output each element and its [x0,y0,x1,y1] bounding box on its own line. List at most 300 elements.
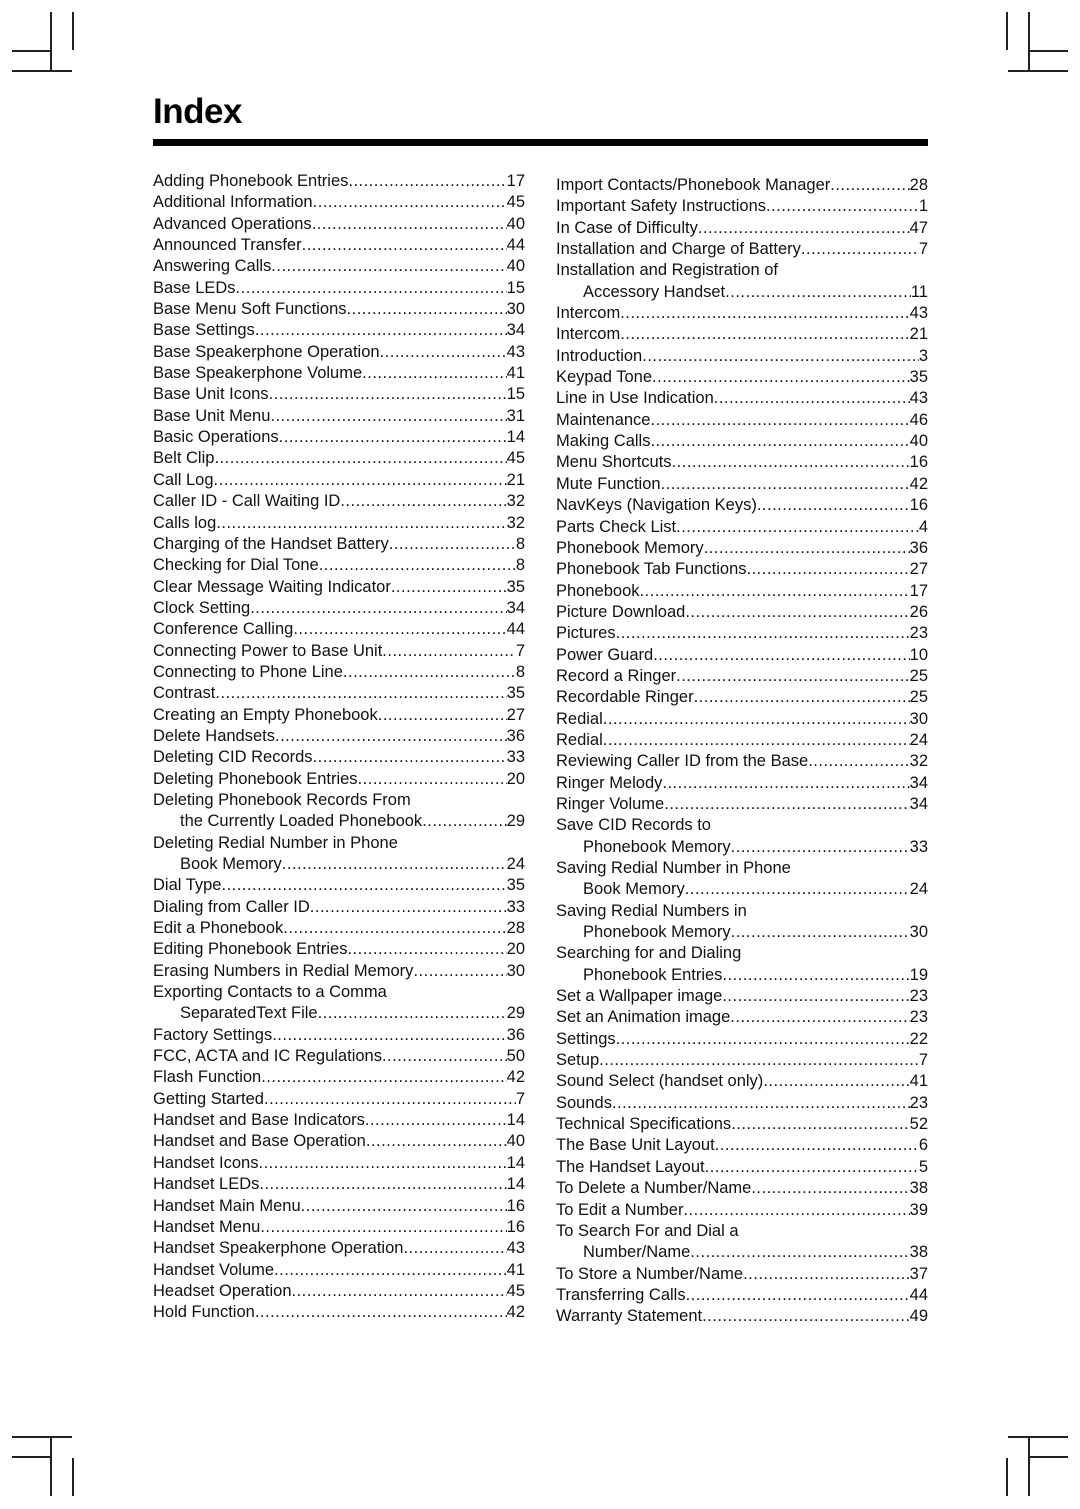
index-entry-page: 14 [506,1153,525,1172]
index-entry-label: Base Speakerphone Volume [153,364,363,383]
index-entry [556,1178,928,1199]
index-entry-page: 24 [909,880,928,899]
index-entry-label: Base Unit Icons [153,385,269,404]
index-entry [153,384,525,405]
leader-dots [686,1285,910,1306]
leader-dots [319,555,516,576]
index-entry [153,897,525,918]
index-entry-label: Charging of the Handset Battery [153,534,389,553]
index-entry [556,943,928,964]
index-entry-label: the Currently Loaded Phonebook [180,812,423,831]
title-rule [153,139,928,146]
leader-dots [653,645,909,666]
leader-dots [269,384,507,405]
leader-dots [640,581,910,602]
index-entry-page: 7 [515,641,525,660]
index-entry [556,196,928,217]
index-entry-label: Record a Ringer [556,666,677,685]
index-entry-page: 23 [909,1008,928,1027]
index-entry-label: Saving Redial Number in Phone [556,859,791,877]
index-entry-page: 20 [506,940,525,959]
index-entry-page: 30 [909,923,928,942]
index-entry-label: Keypad Tone [556,368,653,387]
index-entry-page: 29 [506,812,525,831]
index-entry-label: Phonebook Memory [583,923,731,942]
leader-dots [730,1007,909,1028]
leader-dots [258,1153,506,1174]
index-entry-page: 31 [506,406,525,425]
index-entry [556,965,928,986]
leader-dots [664,794,909,815]
leader-dots [310,897,507,918]
index-entry [556,260,928,281]
index-entry-page: 44 [909,1285,928,1304]
index-entry [556,581,928,602]
index-entry [153,491,525,512]
index-entry-label: Settings [556,1029,616,1048]
index-entry [153,577,525,598]
index-entry [556,1093,928,1114]
index-entry-page: 8 [515,556,525,575]
leader-dots [366,1131,507,1152]
index-entry-page: 16 [909,496,928,515]
leader-dots [731,1114,909,1135]
index-entry [556,559,928,580]
leader-dots [616,1029,910,1050]
index-entry-page: 7 [918,1051,928,1070]
index-entry-label: Redial [556,709,603,728]
index-entry-label: Technical Specifications [556,1115,732,1134]
index-entry [153,342,525,363]
index-entry-page: 46 [909,410,928,429]
index-entry-label: Phonebook [556,581,640,600]
index-entry-page: 20 [506,769,525,788]
index-entry-label: Installation and Registration of [556,261,778,280]
index-entry-page: 7 [918,240,928,259]
index-entry-label: Contrast [153,684,216,703]
index-entry-page: 43 [506,1239,525,1258]
index-entry-page: 43 [909,304,928,323]
index-entry-page: 38 [909,1179,928,1198]
leader-dots [255,320,507,341]
index-entry-label: Handset Main Menu [153,1196,301,1215]
index-entry [153,769,525,790]
index-entry-label: Save CID Records to [556,816,711,835]
index-entry [556,495,928,516]
index-entry-label: Handset Speakerphone Operation [153,1239,404,1258]
index-entry [556,474,928,495]
leader-dots [302,235,507,256]
index-entry [556,666,928,687]
leader-dots [378,705,507,726]
index-entry-label: Number/Name [583,1243,691,1262]
leader-dots [264,1089,516,1110]
index-entry-page: 26 [909,602,928,621]
index-entry-page: 24 [506,855,525,873]
leader-dots [722,986,909,1007]
index-entry-page: 41 [909,1072,928,1091]
leader-dots [705,1157,919,1178]
leader-dots [215,683,506,704]
index-entry [153,470,525,491]
index-entry-label: Handset Menu [153,1217,261,1236]
index-entry-label: Caller ID - Call Waiting ID [153,492,341,511]
leader-dots [259,1174,506,1195]
index-entry-label: Connecting to Phone Line [153,662,343,681]
leader-dots [725,282,911,303]
leader-dots [391,577,507,598]
index-entry-page: 35 [506,684,525,703]
index-entry-page: 34 [506,321,525,340]
index-entry-label: Menu Shortcuts [556,453,672,472]
leader-dots [380,342,507,363]
index-entry-page: 50 [506,1047,525,1066]
index-entry-label: Basic Operations [153,428,279,447]
leader-dots [255,1302,507,1323]
index-entry-label: Setup [556,1051,600,1070]
index-entry [556,858,928,879]
index-entry-page: 36 [506,726,525,745]
index-entry-page: 32 [506,513,525,532]
index-entry-page: 23 [909,987,928,1006]
index-entry-page: 24 [909,730,928,749]
index-entry [153,406,525,427]
index-entry [153,939,525,960]
leader-dots [292,1281,507,1302]
index-entry [153,726,525,747]
index-entry-page: 30 [909,709,928,728]
index-entry [153,278,525,299]
index-entry-label: Creating an Empty Phonebook [153,705,378,724]
index-entry-page: 47 [909,218,928,237]
index-entry-page: 43 [909,389,928,408]
leader-dots [662,773,909,794]
leader-dots [690,1242,909,1263]
leader-dots [214,448,506,469]
index-entry-label: Advanced Operations [153,214,312,233]
leader-dots [343,662,516,683]
leader-dots [652,367,910,388]
leader-dots [830,175,909,196]
index-entry [153,1025,525,1046]
index-entry-page: 37 [909,1264,928,1283]
index-entry [556,1306,928,1327]
index-entry [556,303,928,324]
index-entry-label: Answering Calls [153,257,272,276]
leader-dots [313,747,507,768]
index-entry-page: 36 [909,538,928,557]
leader-dots [279,427,507,448]
index-entry [153,1089,525,1110]
index-entry-label: Parts Check List [556,517,677,536]
index-entry [556,367,928,388]
index-entry-page: 1 [918,197,928,216]
leader-dots [698,218,910,239]
index-entry-label: Erasing Numbers in Redial Memory [153,961,414,980]
index-entry-page: 40 [506,214,525,233]
index-entry-label: To Store a Number/Name [556,1264,744,1283]
index-entry-page: 3 [918,346,928,365]
leader-dots [757,495,910,516]
index-entry-page: 35 [506,876,525,895]
index-entry [153,1196,525,1217]
leader-dots [722,965,909,986]
index-entry [556,431,928,452]
index-entry [556,1200,928,1221]
leader-dots [676,517,919,538]
leader-dots [620,324,909,345]
index-entry [556,687,928,708]
index-entry-page: 17 [506,172,525,190]
index-entry-label: The Handset Layout [556,1157,705,1176]
index-entry-label: Phonebook Memory [556,538,704,557]
index-entry [153,1046,525,1067]
index-entry-page: 35 [506,577,525,596]
index-entry-page: 14 [506,428,525,447]
index-entry [153,875,525,896]
index-entry [556,1114,928,1135]
index-entry-page: 23 [909,624,928,643]
leader-dots [250,598,506,619]
index-entry-page: 41 [506,364,525,383]
index-entry-label: Mute Function [556,474,661,493]
index-entry-label: Base LEDs [153,278,236,297]
index-entry-page: 16 [506,1196,525,1215]
index-entry-label: In Case of Difficulty [556,218,698,237]
leader-dots [714,388,910,409]
index-entry-label: Handset Volume [153,1260,275,1279]
index-entry [153,1302,525,1323]
index-entry [556,730,928,751]
index-entry [556,986,928,1007]
leader-dots [616,623,910,644]
index-entry-page: 30 [506,961,525,980]
index-entry-page: 14 [506,1175,525,1194]
index-entry-label: Dialing from Caller ID [153,897,310,916]
index-entry [153,790,525,811]
index-entry-label: Base Unit Menu [153,406,271,425]
index-entry [153,534,525,555]
index-entry-label: Handset Icons [153,1153,259,1172]
index-entry [556,452,928,473]
index-entry [153,1110,525,1131]
index-entry [556,538,928,559]
index-entry-label: To Edit a Number [556,1200,684,1219]
index-entry-page: 17 [909,581,928,600]
index-entry [556,645,928,666]
index-entry-label: Sound Select (handset only) [556,1072,764,1091]
index-entry [556,623,928,644]
index-entry-page: 32 [909,752,928,771]
index-entry-page: 52 [909,1115,928,1134]
leader-dots [763,1071,909,1092]
leader-dots [271,256,506,277]
index-entry-label: Installation and Charge of Battery [556,240,801,259]
index-entry-label: Handset LEDs [153,1175,260,1194]
index-entry-label: Set an Animation image [556,1008,731,1027]
index-entry [153,1003,525,1024]
index-entry [153,192,525,213]
index-entry-page: 34 [909,794,928,813]
index-entry-page: 42 [909,474,928,493]
index-entry-label: SeparatedText File [180,1004,318,1023]
leader-dots [274,1260,507,1281]
index-entry-label: Handset and Base Indicators [153,1111,365,1130]
leader-dots [382,641,516,662]
leader-dots [715,1135,919,1156]
index-entry-page: 23 [909,1093,928,1112]
index-entry-label: Announced Transfer [153,236,302,255]
index-entry-label: Conference Calling [153,620,294,639]
page-title: Index [153,92,242,131]
index-entry [153,1238,525,1259]
index-entry-page: 21 [506,470,525,489]
leader-dots [801,239,919,260]
index-entry [556,602,928,623]
leader-dots [221,875,506,896]
index-entry-label: Base Menu Soft Functions [153,300,347,319]
index-entry [556,709,928,730]
leader-dots [301,1196,507,1217]
leader-dots [347,939,506,960]
index-entry-label: Power Guard [556,645,654,664]
index-entry [556,1264,928,1285]
leader-dots [270,406,506,427]
index-entry [153,982,525,1003]
index-entry-label: Pictures [556,624,616,643]
index-entry-page: 32 [506,492,525,511]
index-entry-label: Warranty Statement [556,1307,703,1326]
index-entry-label: Deleting Redial Number in Phone [153,833,398,852]
index-entry [153,171,525,192]
index-entry-page: 16 [506,1217,525,1236]
index-entry-label: Important Safety Instructions [556,197,767,216]
index-entry-page: 30 [506,300,525,319]
index-entry-label: Deleting Phonebook Entries [153,769,358,788]
index-entry-label: Recordable Ringer [556,688,694,707]
index-column-left [153,171,525,1324]
index-entry [556,751,928,772]
index-entry [556,517,928,538]
index-entry-label: NavKeys (Navigation Keys) [556,496,757,515]
leader-dots [685,879,910,900]
index-entry-label: Reviewing Caller ID from the Base [556,752,809,771]
index-entry-page: 29 [506,1004,525,1023]
leader-dots [603,730,910,751]
index-entry-page: 40 [506,257,525,276]
index-column-right [556,175,928,1328]
index-entry [556,1242,928,1263]
index-entry-page: 15 [506,385,525,404]
leader-dots [694,687,910,708]
index-entry-label: Deleting Phonebook Records From [153,790,411,809]
leader-dots [272,1025,506,1046]
leader-dots [672,452,910,473]
leader-dots [650,410,909,431]
index-entry [153,705,525,726]
index-entry [153,427,525,448]
index-entry [153,448,525,469]
leader-dots [282,854,507,875]
index-entry-page: 8 [515,662,525,681]
index-entry-page: 40 [909,432,928,451]
index-entry-page: 10 [909,645,928,664]
index-entry [556,773,928,794]
index-entry [556,879,928,900]
leader-dots [293,619,506,640]
leader-dots [413,961,506,982]
leader-dots [340,491,506,512]
index-entry [556,1007,928,1028]
index-entry-label: Ringer Volume [556,794,665,813]
index-entry-page: 49 [909,1307,928,1326]
index-entry [153,854,525,875]
index-entry-label: Saving Redial Numbers in [556,901,747,920]
index-entry [153,683,525,704]
index-entry [556,815,928,836]
index-entry-page: 44 [506,620,525,639]
index-entry-page: 35 [909,368,928,387]
index-entry-page: 43 [506,342,525,361]
index-entry [153,513,525,534]
index-entry-label: Maintenance [556,410,651,429]
index-entry-page: 45 [506,449,525,468]
index-entry-label: Deleting CID Records [153,748,313,767]
index-entry-label: Clear Message Waiting Indicator [153,577,391,596]
index-entry-page: 45 [506,1281,525,1300]
index-entry [153,961,525,982]
leader-dots [422,811,506,832]
index-entry-page: 41 [506,1260,525,1279]
index-entry-label: Calls log [153,513,217,532]
index-entry-label: Phonebook Entries [583,965,723,984]
leader-dots [808,751,909,772]
index-entry [153,1217,525,1238]
index-entry-page: 28 [909,176,928,194]
index-entry-label: Belt Clip [153,449,215,468]
index-entry [556,794,928,815]
index-entry-page: 33 [506,897,525,916]
leader-dots [313,192,507,213]
index-entry-label: To Search For and Dial a [556,1221,739,1240]
index-entry [556,837,928,858]
index-entry-label: Transferring Calls [556,1285,686,1304]
leader-dots [214,470,507,491]
index-entry-label: Exporting Contacts to a Comma [153,983,387,1002]
index-entry [153,747,525,768]
index-entry [556,1135,928,1156]
index-entry-page: 4 [918,517,928,536]
leader-dots [704,538,910,559]
index-entry-page: 27 [506,705,525,724]
leader-dots [382,1046,507,1067]
index-entry-page: 6 [918,1136,928,1155]
index-entry [153,1067,525,1088]
index-entry-page: 42 [506,1068,525,1087]
index-entry [556,175,928,196]
index-entry [556,1050,928,1071]
index-entry-label: Delete Handsets [153,726,275,745]
index-entry-page: 45 [506,193,525,212]
index-entry-label: Handset and Base Operation [153,1132,366,1151]
leader-dots [683,1200,909,1221]
leader-dots [702,1306,910,1327]
leader-dots [766,196,919,217]
index-entry-label: Phonebook Memory [583,837,731,856]
index-entry-page: 25 [909,666,928,685]
index-entry [153,1260,525,1281]
index-entry-page: 40 [506,1132,525,1151]
